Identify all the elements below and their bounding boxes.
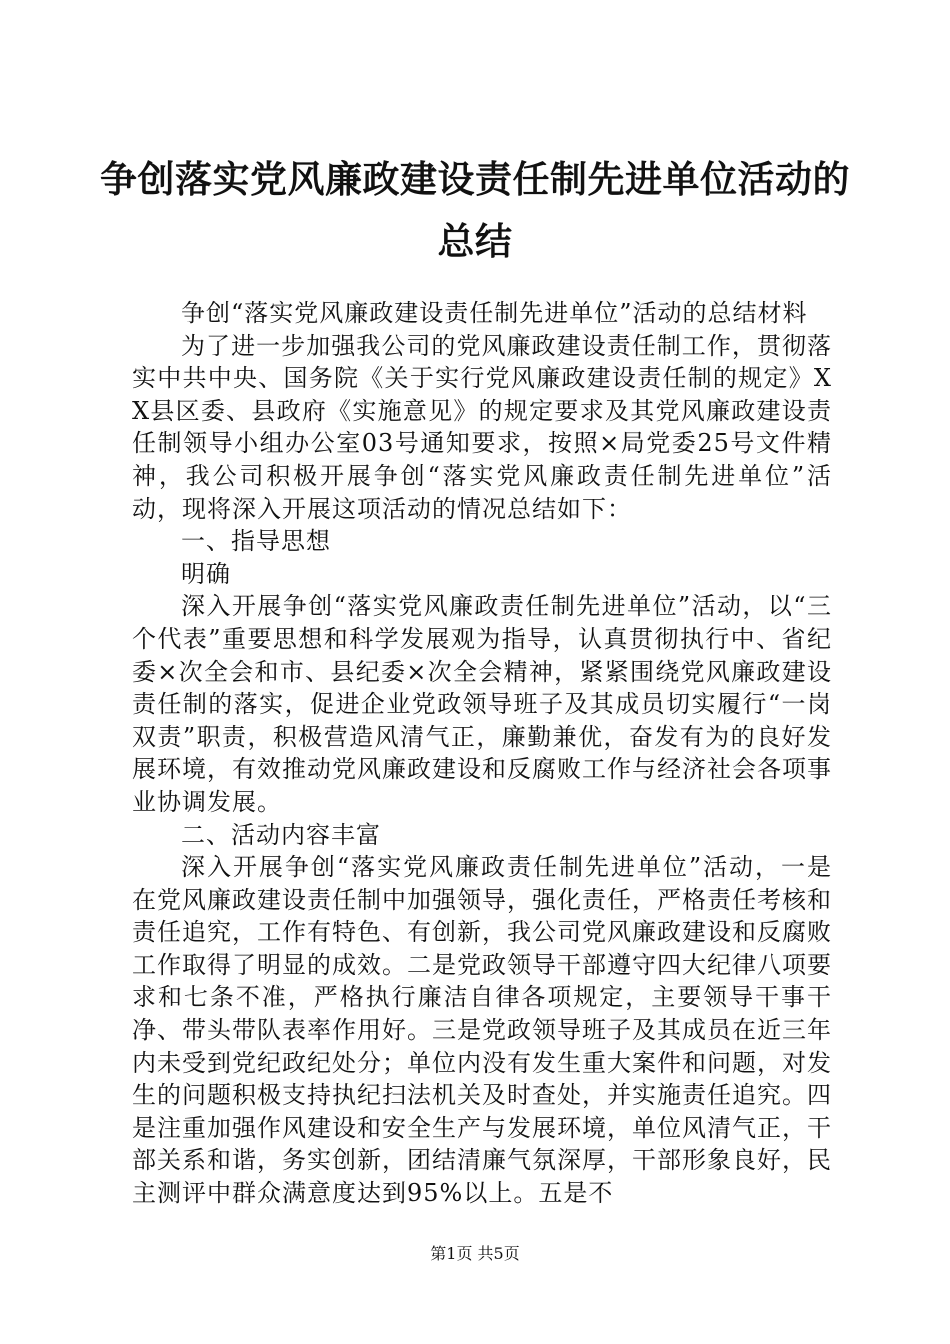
section-heading-activity-content: 二、活动内容丰富	[181, 820, 381, 849]
body-paragraph-subtitle: 争创“落实党风廉政建设责任制先进单位”活动的总结材料	[181, 299, 808, 327]
section-heading-guiding-ideology: 一、指导思想	[181, 527, 331, 556]
document-title-line-1: 争创落实党风廉政建设责任制先进单位活动的	[100, 158, 850, 201]
body-paragraph-intro: 为了进一步加强我公司的党风廉政建设责任制工作，贯彻落实中共中央、国务院《关于实行党风廉政建设责任制的规定》XX县区委、县政府《实施意见》的规定要求及其党风廉政建设责任制领导小组办公室03号通知要求，按照×局党委25号文件精神，我公司积极开展争创“落实党风廉政责任制先进单位”活动，现将深入开展这项活动的情况总结如下：	[132, 331, 832, 523]
document-body	[132, 297, 832, 1210]
document-title-line-2: 总结	[437, 220, 513, 263]
body-paragraph-short: 明确	[181, 559, 231, 588]
body-paragraph-activity-content: 深入开展争创“落实党风廉政责任制先进单位”活动，一是在党风廉政建设责任制中加强领导，强化责任，严格责任考核和责任追究，工作有特色、有创新，我公司党风廉政建设和反腐败工作取得了明显的成效。二是党政领导干部遵守四大纪律八项要求和七条不准，严格执行廉洁自律各项规定，主要领导干事干净、带头带队表率作用好。三是党政领导班子及其成员在近三年内未受到党纪政纪处分；单位内没有发生重大案件和问题，对发生的问题积极支持执纪扫法机关及时查处，并实施责任追究。四是注重加强作风建设和安全生产与发展环境，单位风清气正，干部关系和谐，务实创新，团结清廉气氛深厚，干部形象良好，民主测评中群众满意度达到95%以上。五是不	[132, 853, 832, 1208]
page-number-footer: 第1页 共5页	[430, 1244, 520, 1263]
body-paragraph-guiding-ideology: 深入开展争创“落实党风廉政责任制先进单位”活动，以“三个代表”重要思想和科学发展观为指导，认真贯彻执行中、省纪委×次全会和市、县纪委×次全会精神，紧紧围绕党风廉政建设责任制的落实，促进企业党政领导班子及其成员切实履行“一岗双责”职责，积极营造风清气正，廉勤兼优，奋发有为的良好发展环境，有效推动党风廉政建设和反腐败工作与经济社会各项事业协调发展。	[132, 592, 832, 816]
